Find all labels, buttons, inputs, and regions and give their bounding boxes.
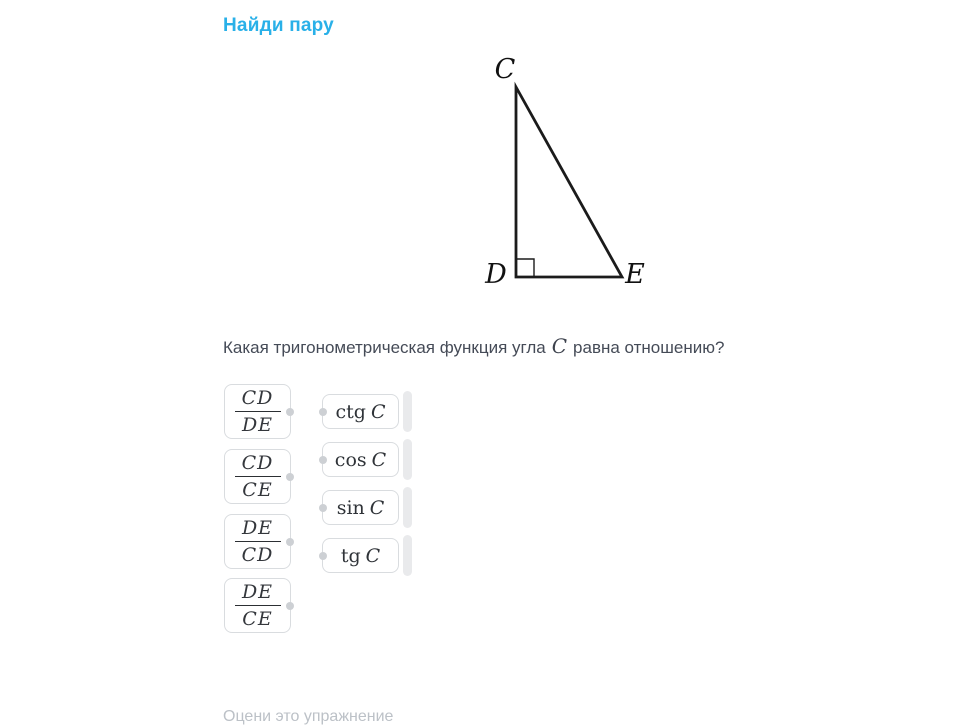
triangle-outline	[516, 87, 622, 277]
connector-dot	[286, 408, 294, 416]
fraction-card-cd-de[interactable]	[224, 384, 291, 439]
fraction-numerator: CD	[241, 452, 274, 474]
fraction-card-cd-ce[interactable]	[224, 449, 291, 504]
fraction-bar	[235, 541, 281, 542]
fraction-bar	[235, 411, 281, 412]
vertex-label-e: E	[625, 259, 645, 290]
connector-dot	[286, 538, 294, 546]
connector-dot	[319, 456, 327, 464]
connector-dot	[319, 504, 327, 512]
connector-dot	[286, 602, 294, 610]
function-name: tg	[340, 544, 361, 567]
question-text	[223, 334, 863, 358]
fraction	[225, 579, 290, 632]
fraction-bar	[235, 605, 281, 606]
triangle-svg	[455, 50, 665, 295]
rate-exercise-label: Оцени это упражнение	[223, 708, 394, 725]
function-name: cos	[334, 448, 367, 471]
fraction-numerator: DE	[241, 517, 274, 539]
connector-dot	[286, 473, 294, 481]
fraction	[225, 450, 290, 503]
vertex-label-c: C	[494, 54, 516, 85]
option-card-sin[interactable]	[322, 490, 399, 525]
function-name: sin	[336, 496, 365, 519]
fraction-denominator: CD	[241, 544, 274, 566]
exercise-title: Найди пару	[223, 15, 334, 36]
function-name: ctg	[335, 400, 366, 423]
fraction-card-de-ce[interactable]	[224, 578, 291, 633]
connector-dot	[319, 552, 327, 560]
drop-slot[interactable]	[403, 439, 412, 480]
option-card-ctg[interactable]	[322, 394, 399, 429]
drop-slot[interactable]	[403, 391, 412, 432]
right-angle-marker	[516, 259, 534, 277]
drop-slot[interactable]	[403, 487, 412, 528]
fraction	[225, 515, 290, 568]
fraction	[225, 385, 290, 438]
option-card-tg[interactable]	[322, 538, 399, 573]
triangle-figure	[455, 50, 665, 295]
question-angle-symbol: C	[551, 334, 568, 358]
function-argument: C	[365, 544, 381, 567]
drop-slot[interactable]	[403, 535, 412, 576]
question-suffix: равна отношению?	[573, 338, 725, 357]
vertex-label-d: D	[485, 259, 507, 290]
question-prefix: Какая тригонометрическая функция угла	[223, 338, 546, 357]
fraction-denominator: CE	[242, 479, 273, 501]
fraction-numerator: DE	[241, 581, 274, 603]
fraction-denominator: CE	[242, 608, 273, 630]
fraction-bar	[235, 476, 281, 477]
fraction-numerator: CD	[241, 387, 274, 409]
function-argument: C	[371, 448, 387, 471]
function-argument: C	[370, 400, 386, 423]
function-argument: C	[369, 496, 385, 519]
fraction-denominator: DE	[241, 414, 274, 436]
option-card-cos[interactable]	[322, 442, 399, 477]
fraction-card-de-cd[interactable]	[224, 514, 291, 569]
connector-dot	[319, 408, 327, 416]
